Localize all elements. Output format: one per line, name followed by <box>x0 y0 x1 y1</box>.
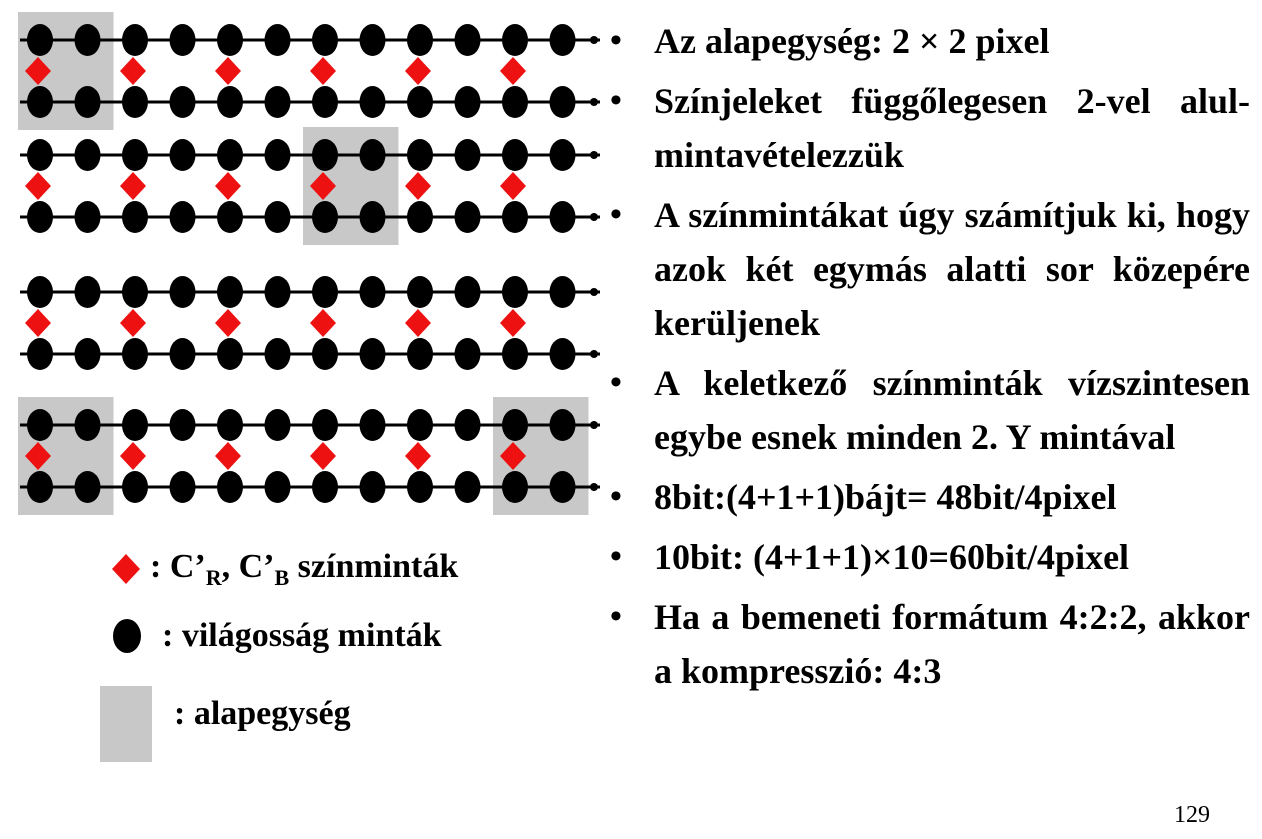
luma-sample <box>170 276 196 308</box>
luma-sample <box>312 24 338 56</box>
luma-sample <box>502 276 528 308</box>
line-end-dot <box>590 350 598 358</box>
luma-sample <box>27 24 53 56</box>
luma-sample <box>265 201 291 233</box>
legend-luma <box>110 616 442 656</box>
chroma-sample <box>215 309 241 337</box>
luma-sample <box>312 86 338 118</box>
luma-sample <box>360 409 386 441</box>
luma-sample <box>122 86 148 118</box>
luma-sample <box>122 139 148 171</box>
luma-sample <box>265 471 291 503</box>
luma-sample <box>360 338 386 370</box>
legend-unit <box>100 686 351 762</box>
luma-sample <box>455 86 481 118</box>
luma-sample <box>265 409 291 441</box>
luma-sample <box>550 276 576 308</box>
luma-sample <box>455 338 481 370</box>
luma-sample <box>170 139 196 171</box>
unit-swatch <box>100 686 152 762</box>
luma-sample <box>27 276 53 308</box>
line-end-dot <box>590 421 598 429</box>
luma-sample <box>27 338 53 370</box>
luma-sample <box>75 471 101 503</box>
chroma-sample <box>405 57 431 85</box>
line-end-dot <box>590 288 598 296</box>
luma-sample <box>360 139 386 171</box>
bullet-item: • Színjeleket függőlegesen 2-vel alul-mintavételezzük <box>610 74 1250 182</box>
chroma-sample <box>25 172 51 200</box>
luma-sample <box>360 86 386 118</box>
luma-sample <box>27 409 53 441</box>
bullet-item: • 8bit:(4+1+1)bájt= 48bit/4pixel <box>610 470 1250 524</box>
luma-sample <box>502 139 528 171</box>
luma-sample <box>265 276 291 308</box>
luma-sample <box>550 201 576 233</box>
sampling-diagram <box>0 0 600 520</box>
luma-sample <box>75 338 101 370</box>
chroma-sample <box>500 172 526 200</box>
chroma-sample <box>120 309 146 337</box>
luma-sample <box>217 86 243 118</box>
bullet-item: • Az alapegység: 2 × 2 pixel <box>610 14 1250 68</box>
luma-sample <box>75 201 101 233</box>
chroma-sample <box>405 172 431 200</box>
luma-sample <box>502 24 528 56</box>
luma-sample <box>27 471 53 503</box>
bullet-item: • A színmintákat úgy számítjuk ki, hogy azok két egymás alatti sor közepére kerüljenek <box>610 188 1250 350</box>
chroma-sample <box>120 442 146 470</box>
luma-sample <box>265 86 291 118</box>
chroma-sample <box>215 172 241 200</box>
luma-sample <box>550 471 576 503</box>
line-end-dot <box>590 483 598 491</box>
luma-sample <box>217 201 243 233</box>
luma-sample <box>75 276 101 308</box>
bullet-item: • Ha a bemeneti formátum 4:2:2, akkor a kompresszió: 4:3 <box>610 590 1250 698</box>
luma-sample <box>312 409 338 441</box>
luma-sample <box>170 409 196 441</box>
chroma-sample <box>310 57 336 85</box>
luma-sample <box>550 139 576 171</box>
luma-sample <box>502 86 528 118</box>
luma-sample <box>407 201 433 233</box>
luma-sample <box>217 471 243 503</box>
luma-sample <box>502 338 528 370</box>
line-end-dot <box>590 151 598 159</box>
luma-sample <box>312 276 338 308</box>
luma-sample <box>407 139 433 171</box>
chroma-sample <box>405 309 431 337</box>
luma-sample <box>265 338 291 370</box>
luma-sample <box>170 86 196 118</box>
luma-sample <box>455 409 481 441</box>
luma-sample <box>312 201 338 233</box>
legend-chroma <box>108 548 458 591</box>
page-number: 129 <box>1174 802 1210 828</box>
luma-sample <box>122 276 148 308</box>
luma-sample <box>122 409 148 441</box>
luma-sample <box>407 471 433 503</box>
luma-sample <box>455 276 481 308</box>
bullet-item: • 10bit: (4+1+1)×10=60bit/4pixel <box>610 530 1250 584</box>
luma-sample <box>27 86 53 118</box>
chroma-sample <box>405 442 431 470</box>
luma-sample <box>455 139 481 171</box>
luma-sample <box>502 409 528 441</box>
luma-sample <box>550 338 576 370</box>
luma-sample <box>265 24 291 56</box>
luma-sample <box>122 201 148 233</box>
luma-sample <box>455 24 481 56</box>
luma-sample <box>122 24 148 56</box>
luma-sample <box>407 338 433 370</box>
luma-sample <box>75 139 101 171</box>
luma-sample <box>455 471 481 503</box>
luma-sample <box>550 86 576 118</box>
chroma-sample <box>310 442 336 470</box>
luma-sample <box>217 276 243 308</box>
luma-sample <box>217 409 243 441</box>
luma-sample <box>407 24 433 56</box>
luma-sample <box>407 409 433 441</box>
line-end-dot <box>590 98 598 106</box>
chroma-sample <box>215 57 241 85</box>
chroma-sample <box>120 172 146 200</box>
legend-luma-label: : világosság minták <box>162 617 442 654</box>
luma-sample <box>455 201 481 233</box>
luma-sample <box>502 471 528 503</box>
luma-sample <box>312 139 338 171</box>
luma-sample <box>360 471 386 503</box>
luma-sample <box>170 338 196 370</box>
luma-sample <box>360 201 386 233</box>
luma-sample <box>75 24 101 56</box>
chroma-diamond-icon <box>108 551 144 587</box>
luma-sample <box>122 338 148 370</box>
luma-sample <box>360 276 386 308</box>
luma-sample <box>217 338 243 370</box>
chroma-sample <box>215 442 241 470</box>
luma-sample <box>217 139 243 171</box>
legend-unit-label: : alapegység <box>174 695 351 732</box>
luma-sample <box>75 409 101 441</box>
legend-chroma-label: : $C’_R$, $C’_B$ színminták <box>150 548 459 590</box>
chroma-sample <box>120 57 146 85</box>
bullet-list <box>610 14 1250 698</box>
luma-sample <box>170 201 196 233</box>
luma-sample <box>407 276 433 308</box>
luma-sample <box>170 471 196 503</box>
luma-sample <box>407 86 433 118</box>
luma-sample <box>170 24 196 56</box>
luma-sample <box>312 338 338 370</box>
luma-sample <box>217 24 243 56</box>
luma-sample <box>360 24 386 56</box>
chroma-sample <box>25 309 51 337</box>
luma-dot-icon <box>110 616 146 656</box>
luma-sample <box>27 139 53 171</box>
bullet-item: • A keletkező színminták vízszintesen egybe esnek minden 2. Y mintával <box>610 356 1250 464</box>
luma-sample <box>122 471 148 503</box>
luma-sample <box>27 201 53 233</box>
line-end-dot <box>590 213 598 221</box>
chroma-sample <box>310 309 336 337</box>
luma-sample <box>550 409 576 441</box>
luma-sample <box>265 139 291 171</box>
line-end-dot <box>590 36 598 44</box>
luma-sample <box>75 86 101 118</box>
chroma-sample <box>500 309 526 337</box>
chroma-sample <box>500 57 526 85</box>
luma-sample <box>550 24 576 56</box>
luma-sample <box>502 201 528 233</box>
luma-sample <box>312 471 338 503</box>
